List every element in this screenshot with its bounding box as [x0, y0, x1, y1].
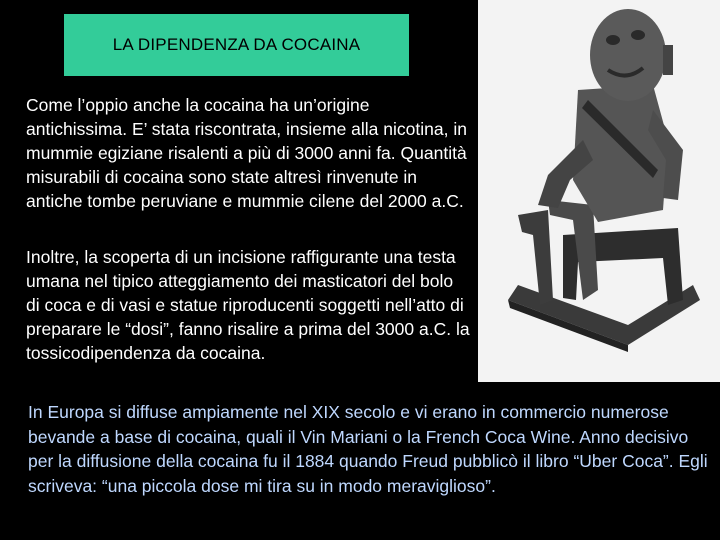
paragraph-europe: In Europa si diffuse ampiamente nel XIX secolo e vi erano in commercio numerose bevande a base di cocaina, quali il Vin Mariani o la French Coca Wine. Anno decisivo per la diffusione della cocaina fu il 1884 quando Freud pubblicò il libro “Uber Coca”. Egli scriveva: “una piccola dose mi tira su in modo meraviglioso”.	[28, 402, 708, 496]
statue-photo	[478, 0, 720, 382]
paragraph-discovery: Inoltre, la scoperta di un incisione raffigurante una testa umana nel tipico atteggiamento dei masticatori del bolo di coca e di vasi e statue riproducenti soggetti nell’atto di preparare le “dosi”, fanno risalire a prima del 3000 a.C. la tossicodipendenza da cocaina.	[26, 247, 470, 363]
paragraph-origins: Come l’oppio anche la cocaina ha un’origine antichissima. E’ stata riscontrata, insieme alla nicotina, in mummie egiziane risalenti a più di 3000 anni fa. Quantità misurabili di cocaina sono state altresì rinvenute in antiche tombe peruviane e mummie cilene del 2000 a.C.	[26, 95, 467, 211]
slide-title-box	[64, 14, 409, 76]
slide-title: LA DIPENDENZA DA COCAINA	[112, 35, 361, 54]
